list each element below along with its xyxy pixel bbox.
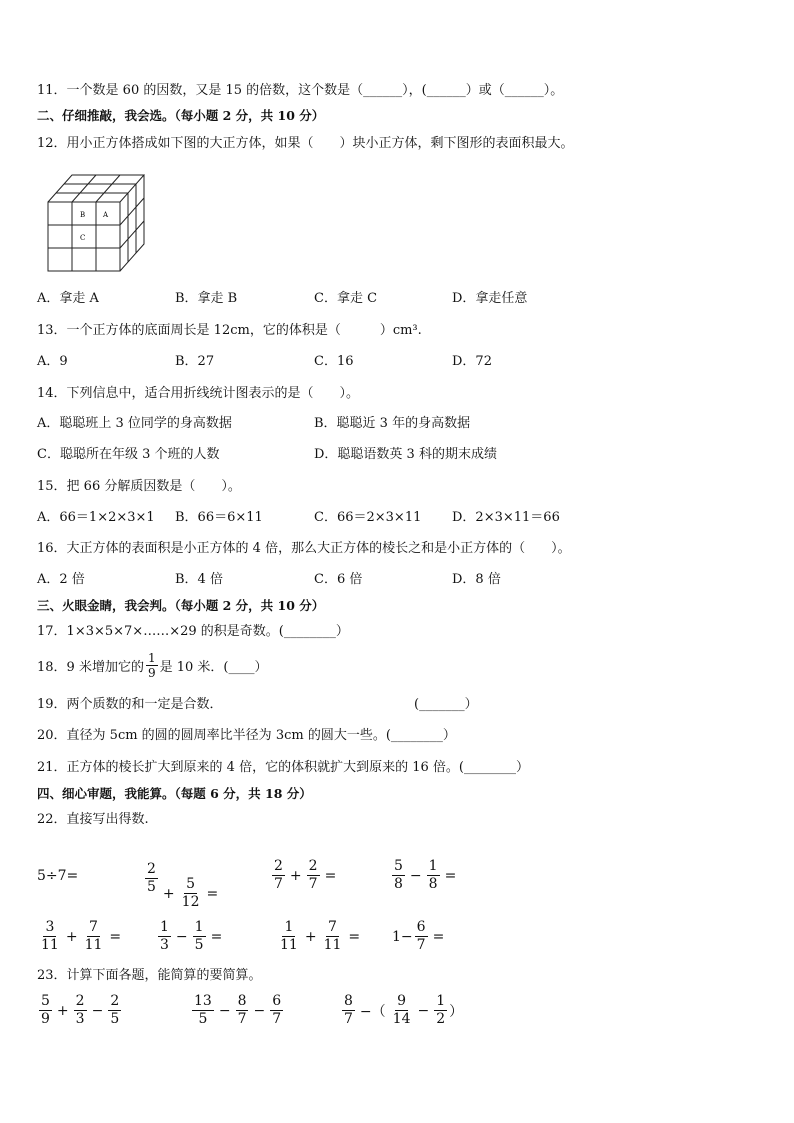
cube-label-a: A [103, 211, 109, 219]
fraction [322, 919, 344, 954]
question-13: 13．一个正方体的底面周长是 12cm，它的体积是（ ）cm³. [37, 323, 422, 338]
numerator: 1 [160, 919, 169, 935]
q12-option-c: C．拿走 C [314, 291, 378, 306]
question-11: 11．一个数是 60 的因数，又是 15 的倍数，这个数是（______），(______）或（______）。 [37, 83, 564, 98]
numerator: 13 [194, 993, 212, 1009]
numerator: 8 [344, 993, 353, 1009]
numerator: 6 [416, 919, 426, 935]
fraction [108, 993, 121, 1028]
q14-option-d: D．聪聪语数英 3 科的期末成绩 [314, 447, 497, 462]
equals: = [324, 867, 337, 884]
numerator: 5 [186, 876, 196, 892]
denominator: 7 [274, 876, 283, 892]
q18-suffix: 是 10 米．(____） [159, 660, 268, 675]
q23-expr-2 [190, 993, 285, 1028]
operator: + [304, 928, 317, 945]
fraction [342, 993, 355, 1028]
fraction [392, 858, 405, 893]
question-15: 15．把 66 分解质因数是（ ）。 [37, 479, 241, 494]
numerator: 8 [237, 993, 247, 1009]
fraction [270, 993, 283, 1028]
operator: −（ [359, 1003, 386, 1020]
q22-expr-8 [392, 919, 447, 954]
fraction [39, 993, 52, 1028]
close-paren: ） [449, 1003, 464, 1020]
denominator: 7 [308, 876, 318, 892]
operator: − [218, 1002, 231, 1019]
denominator: 8 [394, 876, 403, 892]
q13-option-c: C．16 [314, 354, 354, 369]
operator: − [175, 928, 188, 945]
fraction [158, 919, 171, 954]
numerator: 5 [394, 858, 403, 874]
q15-option-d: D．2×3×11＝66 [452, 510, 560, 525]
fraction [39, 919, 61, 954]
fraction [83, 919, 105, 954]
q22-expr-4 [390, 858, 459, 893]
q15-option-a: A．66＝1×2×3×1 [37, 510, 155, 525]
fraction [180, 876, 202, 911]
q14-option-b: B．聪聪近 3 年的身高数据 [314, 416, 471, 431]
q16-option-c: C．6 倍 [314, 572, 363, 587]
q18-numerator: 1 [147, 651, 156, 665]
numerator: 1 [284, 919, 294, 935]
question-16: 16．大正方体的表面积是小正方体的 4 倍，那么大正方体的棱长之和是小正方体的（ ）。 [37, 541, 571, 556]
q22-expr-3 [270, 858, 339, 893]
operator: − [253, 1002, 266, 1019]
q12-option-b: B．拿走 B [175, 291, 238, 306]
q14-option-a: A．聪聪班上 3 位同学的身高数据 [37, 416, 232, 431]
denominator: 7 [416, 937, 426, 953]
operator: + [162, 885, 175, 902]
denominator: 3 [160, 937, 169, 953]
denominator: 11 [280, 937, 298, 953]
q22-expr-6 [156, 919, 225, 954]
fraction [236, 993, 249, 1028]
numerator: 7 [89, 919, 98, 935]
denominator: 11 [41, 937, 59, 953]
denominator: 7 [344, 1011, 353, 1027]
q22-expr-2 [143, 846, 221, 911]
operator: − [417, 1002, 430, 1019]
numerator: 1 [436, 993, 446, 1009]
equals: = [432, 928, 445, 945]
q14-option-c: C．聪聪所在年级 3 个班的人数 [37, 447, 220, 462]
q13-option-a: A．9 [37, 354, 68, 369]
numerator: 2 [75, 993, 85, 1009]
question-20: 20．直径为 5cm 的圆的圆周率比半径为 3cm 的圆大一些。(________） [37, 728, 456, 743]
operator: + [289, 867, 302, 884]
fraction [391, 993, 413, 1028]
fraction [278, 919, 300, 954]
numerator: 1 [428, 858, 438, 874]
question-17: 17．1×3×5×7×……×29 的积是奇数。(________） [37, 624, 349, 639]
denominator: 11 [323, 937, 342, 953]
cube-figure [47, 173, 147, 273]
q23-expr-3 [340, 993, 463, 1028]
operator: + [65, 928, 78, 945]
question-18 [37, 651, 267, 680]
q16-option-b: B．4 倍 [175, 572, 223, 587]
fraction [434, 993, 447, 1028]
numerator: 3 [45, 919, 55, 935]
equals: = [348, 928, 361, 945]
question-12: 12．用小正方体搭成如下图的大正方体，如果（ ）块小正方体，剩下图形的表面积最大。 [37, 136, 574, 151]
q16-option-d: D．8 倍 [452, 572, 501, 587]
denominator: 8 [428, 876, 438, 892]
q18-prefix: 18．9 米增加它的 [37, 660, 144, 675]
equals: = [444, 867, 457, 884]
question-19: 19．两个质数的和一定是合数． [37, 697, 223, 712]
cube-label-b: B [80, 211, 86, 219]
operator: − [409, 867, 422, 884]
fraction [272, 858, 285, 893]
fraction [307, 858, 320, 893]
fraction [427, 858, 440, 893]
fraction [193, 919, 206, 954]
denominator: 7 [237, 1011, 247, 1027]
numerator: 5 [41, 993, 50, 1009]
denominator: 5 [110, 1011, 120, 1027]
operator: − [91, 1002, 104, 1019]
denominator: 12 [181, 894, 200, 910]
q12-option-d: D．拿走任意 [452, 291, 528, 306]
fraction [192, 993, 214, 1028]
q18-fraction [146, 651, 158, 680]
denominator: 5 [198, 1011, 208, 1027]
q22-expr-5 [37, 919, 124, 954]
q19-answer-blank[interactable]: (_______） [414, 697, 478, 712]
question-23: 23．计算下面各题，能简算的要简算。 [37, 968, 262, 983]
q13-option-d: D．72 [452, 354, 492, 369]
q22-expr-7 [276, 919, 363, 954]
denominator: 9 [41, 1011, 50, 1027]
fraction [145, 861, 158, 896]
numerator: 7 [328, 919, 337, 935]
operator: + [56, 1002, 69, 1019]
denominator: 3 [75, 1011, 85, 1027]
numerator: 1 [194, 919, 204, 935]
denominator: 5 [147, 879, 156, 895]
q16-option-a: A．2 倍 [37, 572, 85, 587]
section-4-header: 四、细心审题，我能算。（每题 6 分，共 18 分） [37, 786, 312, 801]
denominator: 11 [84, 937, 103, 953]
prefix: 1− [392, 928, 413, 945]
q12-option-a: A．拿走 A [37, 291, 99, 306]
q15-option-c: C．66＝2×3×11 [314, 510, 422, 525]
equals: = [206, 885, 219, 902]
numerator: 9 [397, 993, 407, 1009]
denominator: 5 [194, 937, 204, 953]
equals: = [109, 928, 122, 945]
equals: = [210, 928, 223, 945]
q13-option-b: B．27 [175, 354, 215, 369]
question-22: 22．直接写出得数. [37, 812, 149, 827]
section-3-header: 三、火眼金睛，我会判。（每小题 2 分，共 10 分） [37, 598, 325, 613]
numerator: 2 [110, 993, 120, 1009]
question-14: 14．下列信息中，适合用折线统计图表示的是（ ）。 [37, 386, 360, 401]
fraction [74, 993, 87, 1028]
numerator: 2 [308, 858, 318, 874]
numerator: 2 [147, 861, 156, 877]
numerator: 2 [274, 858, 283, 874]
denominator: 7 [272, 1011, 282, 1027]
question-21: 21．正方体的棱长扩大到原来的 4 倍，它的体积就扩大到原来的 16 倍。(________） [37, 760, 529, 775]
q18-denominator: 9 [147, 666, 156, 680]
q15-option-b: B．66＝6×11 [175, 510, 263, 525]
fraction [415, 919, 428, 954]
numerator: 6 [272, 993, 282, 1009]
denominator: 2 [436, 1011, 446, 1027]
q22-expr-1: 5÷7= [37, 868, 79, 884]
cube-label-c: C [80, 234, 86, 242]
section-2-header: 二、仔细推敲，我会选。（每小题 2 分，共 10 分） [37, 108, 325, 123]
denominator: 14 [392, 1011, 411, 1027]
q23-expr-1 [37, 993, 123, 1028]
